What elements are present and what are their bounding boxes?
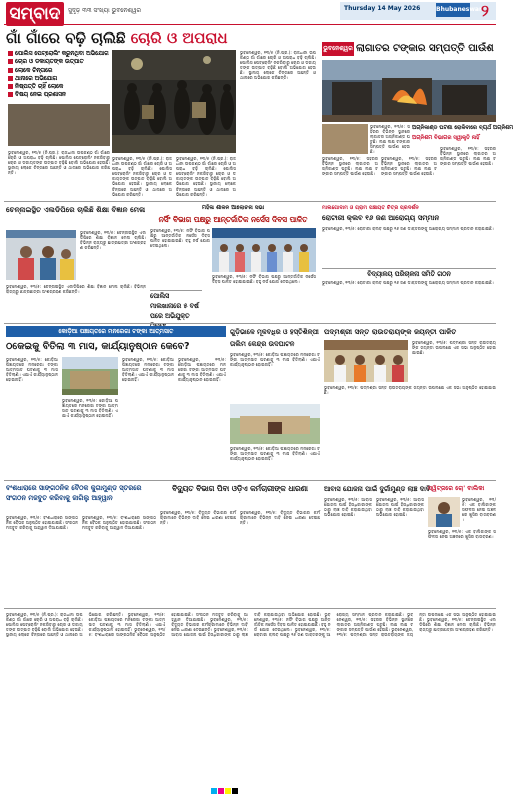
row2-mid-body: ଭୁବନେଶ୍ୱର, ୧୩/୫: ନର୍ସିଂ ବିଭାଗ ପକ୍ଷରୁ ଆନ୍ତର୍ଜାତିକ ନର୍ସେସ ଦିବସ ପାଳିତ ହୋଇଯାଇଛି। ବହୁ ନର୍ସ ଯୋଗ ଦେଇଥିଲେ। — [150, 228, 210, 249]
lead-body-col4: ଭୁବନେଶ୍ୱର, ୧୩/୫ (ନି.ପ୍ର.): ରାଜଧାନୀ ଉପକଣ୍ଠ ଗାଁ ଗାଁରେ ଚୋରି ଓ ଅପରାଧ ବଢ଼ି ଚାଲିଛି। ପୋଲିସ ପେଟ୍ରୋଲିଂ ନକରିବାରୁ ଚୋର ଓ ଡକାୟତଙ୍କ ଉତ୍ପାତ ବଢ଼ିଛି ବୋଲି ଅଭିଯୋଗ ହେଉଛି। ସ୍ଥାନୀୟ ଲୋକେ ଚିନ୍ତାରେ ଅଛନ୍ତି ଓ ଥାନାରେ ଅଭିଯୋଗ କରିଛନ୍ତି। — [240, 50, 316, 81]
row4-far-right-photo-image — [428, 497, 460, 527]
row2-right-sub: ବିଦ୍ୟାଳୟ ପରିଚାଳନା ସମିତି ଗଠନ — [322, 268, 496, 279]
issue-date: Thursday 14 May 2026 — [344, 5, 421, 12]
lead-bullet: ବିଷୟ ନେଇ ପ୍ରଶାସନ — [8, 91, 110, 99]
lead-photo-inset — [8, 104, 110, 146]
row4-mid-body-col2: ଭୁବନେଶ୍ୱର, ୧୩/୫: ବିଦ୍ୟୁତ ବିଭାଗର କର୍ମଚାରୀମାନେ ବିଭିନ୍ନ ଦାବି ନେଇ ଧାରଣା ଦେଇଛନ୍ତି। — [240, 510, 320, 526]
row2-left-body-2: ଭୁବନେଶ୍ୱର, ୧୩/୫: ଚେନ୍ନାଇସ୍ଥିତ ଏଲଡିପିରେ ଶିକ୍ଷା ବିଜ୍ଞାନ ମେଳା ଚାଲିଛି। ବିଭିନ୍ନ ରାଜ୍ୟରୁ ଛାତ୍ରଛାତ୍ରୀ ଅଂଶଗ୍ରହଣ କରିଛନ୍ତି। — [6, 284, 146, 295]
bullet-icon — [8, 76, 13, 81]
row4-far-right-body: ଭୁବନେଶ୍ୱର, ୧୩/୫: ଏକ ବାଲିକାଙ୍କ ସଫଳତା ନେଇ ଅଞ୍ଚଳରେ ଖୁସିର ବାତାବରଣ। — [428, 529, 496, 540]
lead-bullet: ନିଷ୍ପତ୍ତି ଚାହିଁ ଲୋକେ — [8, 83, 110, 91]
lead-body-col1: ଭୁବନେଶ୍ୱର, ୧୩/୫ (ନି.ପ୍ର.): ରାଜଧାନୀ ଉପକଣ୍ଠ ଗାଁ ଗାଁରେ ଚୋରି ଓ ଅପରାଧ ବଢ଼ି ଚାଲିଛି। ପୋଲିସ ପେଟ୍ରୋଲିଂ ନକରିବାରୁ ଚୋର ଓ ଡକାୟତଙ୍କ ଉତ୍ପାତ ବଢ଼ିଛି ବୋଲି ଅଭିଯୋଗ ହେଉଛି। ସ୍ଥାନୀୟ ଲୋକେ ଚିନ୍ତାରେ ଅଛନ୍ତି ଓ ଥାନାରେ ଅଭିଯୋଗ କରିଛନ୍ତି। — [8, 150, 110, 176]
section-rule-1 — [4, 201, 496, 202]
bullet-icon — [8, 59, 13, 64]
fire-photo-image — [322, 60, 496, 122]
row2-right-body: ଭୁବନେଶ୍ୱର, ୧୩/୫: ରୋଟାରୀ କ୍ଲବ ପକ୍ଷରୁ ୧୬ ଜଣ ଡାକ୍ତରଙ୍କୁ ଆରୋଗ୍ୟ ସମ୍ମାନ ପ୍ରଦାନ କରାଯାଇଛି। — [322, 226, 494, 231]
edition-city: Bhubaneswar — [436, 3, 470, 17]
lead-photo — [112, 50, 236, 153]
row3-right-photo-image — [324, 340, 408, 382]
row2-mid-photo-image — [212, 228, 316, 272]
row3-photo — [62, 357, 118, 395]
masthead-rule — [4, 24, 496, 25]
row3-body-col2: ଭୁବନେଶ୍ୱର, ୧୩/୫: କୋଡ଼ିଆ ପଞ୍ଚାୟତରେ ମନରେଗା ଟଙ୍କା ଆତ୍ମସାତ ଘଟଣାକୁ ୩ ମାସ ବିତିଲାଣି। ଏଯାଏଁ କାର୍ଯ୍ୟାନୁଷ୍ଠାନ ହୋଇନାହିଁ। — [62, 398, 118, 419]
yellow-mark — [225, 788, 231, 794]
row2-right-body-2: ଭୁବନେଶ୍ୱର, ୧୩/୫: ରୋଟାରୀ କ୍ଲବ ପକ୍ଷରୁ ୧୬ ଜଣ ଡାକ୍ତରଙ୍କୁ ଆରୋଗ୍ୟ ସମ୍ମାନ ପ୍ରଦାନ କରାଯାଇଛି। — [322, 280, 494, 285]
cyan-mark — [211, 788, 217, 794]
right-top-headline: ଲାଗାତର ଟଙ୍କାର ସମ୍ପତ୍ତି ପାଉଁଶ — [356, 43, 494, 54]
newspaper-logo: ସମ୍ବାଦ — [6, 2, 64, 26]
row2-mid-headline: ନର୍ସିଂ ବିଭାଗ ପକ୍ଷରୁ ଆନ୍ତର୍ଜାତିକ ନର୍ସେସ ଦିବସ ପାଳିତ — [158, 215, 308, 224]
row2-mid-photo — [212, 228, 316, 272]
row3-mid-photo-image — [230, 404, 320, 444]
row4-left-headline: ବଂଶଧାରାରେ ସାଙ୍ଗଠନିକ ବୈଠକ କୁଗାମୁଣ୍ଡ ସ୍ତରରେ ସଂଗଠନ ମଜବୁତ କରିବାକୁ ଜାଗିଲୁ ଆହ୍ୱାନ — [6, 484, 142, 502]
row2-mid-kicker: ମହିଳା ଶୀଳନ ଆଲୋଚନା ସଭା — [201, 205, 265, 211]
row3-kicker: କୋଡ଼ିଆ ପଞ୍ଚାୟତରେ ମନରେଗା ଟଙ୍କା ଆତ୍ମସାତ — [6, 326, 226, 337]
lead-inset-image — [8, 104, 110, 146]
fire-photo — [322, 60, 496, 122]
row3-photo-image — [62, 357, 118, 395]
row3-body-col1: ଭୁବନେଶ୍ୱର, ୧୩/୫: କୋଡ଼ିଆ ପଞ୍ଚାୟତରେ ମନରେଗା ଟଙ୍କା ଆତ୍ମସାତ ଘଟଣାକୁ ୩ ମାସ ବିତିଲାଣି। ଏଯାଏଁ କାର୍ଯ୍ୟାନୁଷ୍ଠାନ ହୋଇନାହିଁ। — [6, 357, 58, 383]
row3-mid-headline: ଗୁଡ଼ିଭାଳେ ମୂକବଧିର ଓ ହସ୍ତିଶିଳ୍ପୀ ତାଲିମ କେନ୍ଦ୍ର ଉଦଘାଟନ — [230, 328, 319, 348]
lead-bullet: ଥାନାରେ ଅଭିଯୋଗ — [8, 75, 110, 83]
row4-mid-headline: ବିଦ୍ୟୁତ ବିଭାଗ ପିବା ଓଡ଼ିଏ କର୍ମଚାରୀଙ୍କ ଧାରଣା — [172, 484, 308, 493]
row4-far-right-headline: ସ୍ୱିଟ୍‌ଜରେ ଚୋ' ବାଲିକା — [428, 485, 485, 492]
magenta-mark — [218, 788, 224, 794]
row4-mid-body-col1: ଭୁବନେଶ୍ୱର, ୧୩/୫: ବିଦ୍ୟୁତ ବିଭାଗର କର୍ମଚାରୀମାନେ ବିଭିନ୍ନ ଦାବି ନେଇ ଧାରଣା ଦେଇଛନ୍ତି। — [160, 510, 236, 526]
bullet-icon — [8, 92, 13, 97]
row2-mid-body-2: ଭୁବନେଶ୍ୱର, ୧୩/୫: ନର୍ସିଂ ବିଭାଗ ପକ୍ଷରୁ ଆନ୍ତର୍ଜାତିକ ନର୍ସେସ ଦିବସ ପାଳିତ ହୋଇଯାଇଛି। ବହୁ ନର୍ସ ଯୋଗ ଦେଇଥିଲେ। — [212, 274, 316, 285]
row2-small-headline: ପୋଲିସ ମାଲଖାନାରେ ୫ ବର୍ଷ ପରେ ଅଭିଯୁକ୍ତ — [150, 290, 202, 321]
lead-body-col2: ଭୁବନେଶ୍ୱର, ୧୩/୫ (ନି.ପ୍ର.): ରାଜଧାନୀ ଉପକଣ୍ଠ ଗାଁ ଗାଁରେ ଚୋରି ଓ ଅପରାଧ ବଢ଼ି ଚାଲିଛି। ପୋଲିସ ପେଟ୍ରୋଲିଂ ନକରିବାରୁ ଚୋର ଓ ଡକାୟତଙ୍କ ଉତ୍ପାତ ବଢ଼ିଛି ବୋଲି ଅଭିଯୋଗ ହେଉଛି। ସ୍ଥାନୀୟ ଲୋକେ ଚିନ୍ତାରେ ଅଛନ୍ତି ଓ ଥାନାରେ ଅଭିଯୋଗ କରିଛନ୍ତି। — [112, 156, 172, 197]
section-rule-4 — [4, 608, 496, 609]
row3-right-headline: ପଦ୍ମଶ୍ରୀ ସନ୍ତ ରାଉତରାୟଙ୍କ ଜୟନ୍ତୀ ପାଳିତ — [324, 327, 457, 336]
lead-bullet: ଚୋର ଓ ଡକାୟତଙ୍କ ଉତ୍ପାତ — [8, 58, 110, 66]
bullet-icon — [8, 68, 13, 73]
row3-body-col4: ଭୁବନେଶ୍ୱର, ୧୩/୫: କୋଡ଼ିଆ ପଞ୍ଚାୟତରେ ମନରେଗା ଟଙ୍କା ଆତ୍ମସାତ ଘଟଣାକୁ ୩ ମାସ ବିତିଲାଣି। ଏଯାଏଁ କାର୍ଯ୍ୟାନୁଷ୍ଠାନ ହୋଇନାହିଁ। — [178, 357, 226, 383]
row3-right-photo — [324, 340, 408, 382]
bullet-icon — [8, 84, 13, 89]
row2-left-headline: ଚେନ୍ନାଇସ୍ଥିତ ଏଲଡିପିରେ ଚାଲିଛି ଶିକ୍ଷା ବିଜ୍ଞାନ ମେଳା — [6, 205, 146, 214]
thumb-image — [322, 124, 368, 154]
lead-bullet: ଲୋକେ ଚିନ୍ତାରେ — [8, 67, 110, 75]
right-top-body-col2: ଭୁବନେଶ୍ୱର, ୧୩/୫: ସହରର ବିଭିନ୍ନ ସ୍ଥାନରେ ଲାଗାତର ଅଗ୍ନିକାଣ୍ଡ ଘଟୁଛି। ଲକ୍ଷ ଲକ୍ଷ ଟଙ୍କାର ସମ୍ପତ୍ତି ପାଉଁଶ ହେଉଛି। — [381, 156, 437, 177]
row4-right-headline: ଆବାସ ଯୋଜନା ପାଇଁ ଦୁର୍ଗାମୁଣ୍ଡ ଲାଞ୍ଚ ଦାବି — [324, 485, 431, 493]
row4-right-body-col2: ଭୁବନେଶ୍ୱର, ୧୩/୫: ଆବାସ ଯୋଜନା ପାଇଁ ହିତାଧିକାରୀଙ୍କ ଠାରୁ ଲାଞ୍ଚ ଦାବି କରାଯାଉଥିବା ଅଭିଯୋଗ ହୋଇଛି। — [376, 497, 424, 518]
row3-mid-body-2: ଭୁବନେଶ୍ୱର, ୧୩/୫: କୋଡ଼ିଆ ପଞ୍ଚାୟତରେ ମନରେଗା ଟଙ୍କା ଆତ୍ମସାତ ଘଟଣାକୁ ୩ ମାସ ବିତିଲାଣି। ଏଯାଏଁ କାର୍ଯ୍ୟାନୁଷ୍ଠାନ ହୋଇନାହିଁ। — [230, 446, 320, 462]
right-top-body-col3: ଭୁବନେଶ୍ୱର, ୧୩/୫: ସହରର ବିଭିନ୍ନ ସ୍ଥାନରେ ଲାଗାତର ଅଗ୍ନିକାଣ୍ଡ ଘଟୁଛି। ଲକ୍ଷ ଲକ୍ଷ ଟଙ୍କାର ସମ୍ପତ୍ତି ପାଉଁଶ ହେଉଛି। — [440, 146, 496, 167]
row4-left-body-col1: ଭୁବନେଶ୍ୱର, ୧୩/୫: ବଂଶଧାରାରେ ସାଙ୍ଗଠନିକ ବୈଠକ ଅନୁଷ୍ଠିତ ହୋଇଯାଇଛି। ସଂଗଠନ ମଜବୁତ କରିବାକୁ ଆହ୍ୱାନ ଦିଆଯାଇଛି। — [6, 515, 78, 531]
right-top-tag: ଭୁବନେଶ୍ୱର — [322, 42, 354, 56]
row3-headline: ଠକେଇକୁ ବିତିଲା ୩ ମାସ, କାର୍ଯ୍ୟାନୁଷ୍ଠାନ କେବେ? — [6, 341, 190, 352]
row4-left-body-col2: ଭୁବନେଶ୍ୱର, ୧୩/୫: ବଂଶଧାରାରେ ସାଙ୍ଗଠନିକ ବୈଠକ ଅନୁଷ୍ଠିତ ହୋଇଯାଇଛି। ସଂଗଠନ ମଜବୁତ କରିବାକୁ ଆହ୍ୱାନ ଦିଆଯାଇଛି। — [82, 515, 156, 531]
row3-right-body-col1: ଭୁବନେଶ୍ୱର, ୧୩/୫: ପଦ୍ମଶ୍ରୀ ସନ୍ତ ରାଉତରାୟଙ୍କ ଜୟନ୍ତୀ ଉପଲକ୍ଷେ ଏକ ସଭା ଅନୁଷ୍ଠିତ ହୋଇଯାଇଛି। — [412, 340, 496, 356]
row3-body-col3: ଭୁବନେଶ୍ୱର, ୧୩/୫: କୋଡ଼ିଆ ପଞ୍ଚାୟତରେ ମନରେଗା ଟଙ୍କା ଆତ୍ମସାତ ଘଟଣାକୁ ୩ ମାସ ବିତିଲାଣି। ଏଯାଏଁ କାର୍ଯ୍ୟାନୁଷ୍ଠାନ ହୋଇନାହିଁ। — [122, 357, 174, 383]
row2-right-kicker: ମାଲଗୋଦାମ ଓ ଗ୍ରାମ ପଞ୍ଚାୟତ ଚିତ୍ର ପ୍ରଦର୍ଶନ — [322, 205, 419, 211]
lead-headline — [6, 27, 326, 49]
lead-body-col3: ଭୁବନେଶ୍ୱର, ୧୩/୫ (ନି.ପ୍ର.): ରାଜଧାନୀ ଉପକଣ୍ଠ ଗାଁ ଗାଁରେ ଚୋରି ଓ ଅପରାଧ ବଢ଼ି ଚାଲିଛି। ପୋଲିସ ପେଟ୍ରୋଲିଂ ନକରିବାରୁ ଚୋର ଓ ଡକାୟତଙ୍କ ଉତ୍ପାତ ବଢ଼ିଛି ବୋଲି ଅଭିଯୋଗ ହେଉଛି। ସ୍ଥାନୀୟ ଲୋକେ ଚିନ୍ତାରେ ଅଛନ୍ତି ଓ ଥାନାରେ ଅଭିଯୋଗ କରିଛନ୍ତି। — [176, 156, 236, 197]
row4-far-right-photo — [428, 497, 460, 527]
right-top-sub2: ଅଗ୍ନିଶମ ବିଭାଗର ସ୍ୱୀକୃତି ନାହିଁ — [412, 135, 480, 141]
page-number: ୨ — [481, 1, 489, 20]
bottom-continuation-text: ଭୁବନେଶ୍ୱର, ୧୩/୫ (ନି.ପ୍ର.): ରାଜଧାନୀ ଉପକଣ୍ଠ ଗାଁ ଗାଁରେ ଚୋରି ଓ ଅପରାଧ ବଢ଼ି ଚାଲିଛି। ପୋଲିସ ପେଟ୍ରୋଲିଂ ନକରିବାରୁ ଚୋର ଓ ଡକାୟତଙ୍କ ଉତ୍ପାତ ବଢ଼ିଛି ବୋଲି ଅଭିଯୋଗ ହେଉଛି। ସ୍ଥାନୀୟ ଲୋକେ ଚିନ୍ତାରେ ଅଛନ୍ତି ଓ ଥାନାରେ ଅଭିଯୋଗ କରିଛନ୍ତି। ଭୁବନେଶ୍ୱର, ୧୩/୫: କୋଡ଼ିଆ ପଞ୍ଚାୟତରେ ମନରେଗା ଟଙ୍କା ଆତ୍ମସାତ ଘଟଣାକୁ ୩ ମାସ ବିତିଲାଣି। ଏଯାଏଁ କାର୍ଯ୍ୟାନୁଷ୍ଠାନ ହୋଇନାହିଁ। ଭୁବନେଶ୍ୱର, ୧୩/୫: ବଂଶଧାରାରେ ସାଙ୍ଗଠନିକ ବୈଠକ ଅନୁଷ୍ଠିତ ହୋଇଯାଇଛି। ସଂଗଠନ ମଜବୁତ କରିବାକୁ ଆହ୍ୱାନ ଦିଆଯାଇଛି। ଭୁବନେଶ୍ୱର, ୧୩/୫: ବିଦ୍ୟୁତ ବିଭାଗର କର୍ମଚାରୀମାନେ ବିଭିନ୍ନ ଦାବି ନେଇ ଧାରଣା ଦେଇଛନ୍ତି। ଭୁବନେଶ୍ୱର, ୧୩/୫: ଆବାସ ଯୋଜନା ପାଇଁ ହିତାଧିକାରୀଙ୍କ ଠାରୁ ଲାଞ୍ଚ ଦାବି କରାଯାଉଥିବା ଅଭିଯୋଗ ହୋଇଛି। ଭୁବନେଶ୍ୱର, ୧୩/୫: ନର୍ସିଂ ବିଭାଗ ପକ୍ଷରୁ ଆନ୍ତର୍ଜାତିକ ନର୍ସେସ ଦିବସ ପାଳିତ ହୋଇଯାଇଛି। ବହୁ ନର୍ସ ଯୋଗ ଦେଇଥିଲେ। ଭୁବନେଶ୍ୱର, ୧୩/୫: ରୋଟାରୀ କ୍ଲବ ପକ୍ଷରୁ ୧୬ ଜଣ ଡାକ୍ତରଙ୍କୁ ଆରୋଗ୍ୟ ସମ୍ମାନ ପ୍ରଦାନ କରାଯାଇଛି। ଭୁବନେଶ୍ୱର, ୧୩/୫: ସହରର ବିଭିନ୍ନ ସ୍ଥାନରେ ଲାଗାତର ଅଗ୍ନିକାଣ୍ଡ ଘଟୁଛି। ଲକ୍ଷ ଲକ୍ଷ ଟଙ୍କାର ସମ୍ପତ୍ତି ପାଉଁଶ ହେଉଛି। ଭୁବନେଶ୍ୱର, ୧୩/୫: ପଦ୍ମଶ୍ରୀ ସନ୍ତ ରାଉତରାୟଙ୍କ ଜୟନ୍ତୀ ଉପଲକ୍ଷେ ଏକ ସଭା ଅନୁଷ୍ଠିତ ହୋଇଯାଇଛି। ଭୁବନେଶ୍ୱର, ୧୩/୫: ଚେନ୍ନାଇସ୍ଥିତ ଏଲଡିପିରେ ଶିକ୍ଷା ବିଜ୍ଞାନ ମେଳା ଚାଲିଛି। ବିଭିନ୍ନ ରାଜ୍ୟରୁ ଛାତ୍ରଛାତ୍ରୀ ଅଂଶଗ୍ରହଣ କରିଛନ୍ତି। — [6, 612, 496, 638]
lead-bullets — [8, 50, 110, 100]
lead-photo-image — [112, 50, 236, 153]
row4-far-right-caption: ଭୁବନେଶ୍ୱର, ୧୩/୫: ଏକ ବାଲିକାଙ୍କ ସଫଳତା ନେଇ ଅଞ୍ଚଳରେ ଖୁସିର ବାତାବରଣ। — [462, 497, 496, 523]
right-top-sub1: ଅଗ୍ନିକାଣ୍ଡ ଘଟଣା ରୋକିବାରେ ବ୍ୟର୍ଥ ଅଗ୍ନିଶମ — [412, 125, 513, 131]
color-registration-marks — [210, 779, 238, 785]
bullet-icon — [8, 51, 13, 56]
row2-left-photo-image — [6, 230, 76, 280]
black-mark — [232, 788, 238, 794]
lead-bullet: ପୋଲିସ ପେଟ୍ରୋଲିଂ କରୁନଥିବା ଅଭିଯୋଗ — [8, 50, 110, 58]
row2-right-headline: ରୋଟାରୀ କ୍ଲବ ୧୬ ଜଣ ଆରୋଗ୍ୟ ସମ୍ମାନ — [322, 214, 440, 222]
lead-headline-part2: ଚୋରି ଓ ଅପରାଧ — [130, 29, 228, 47]
row4-right-body-col1: ଭୁବନେଶ୍ୱର, ୧୩/୫: ଆବାସ ଯୋଜନା ପାଇଁ ହିତାଧିକାରୀଙ୍କ ଠାରୁ ଲାଞ୍ଚ ଦାବି କରାଯାଉଥିବା ଅଭିଯୋଗ ହୋଇଛି। — [324, 497, 372, 518]
row2-left-body: ଭୁବନେଶ୍ୱର, ୧୩/୫: ଚେନ୍ନାଇସ୍ଥିତ ଏଲଡିପିରେ ଶିକ୍ଷା ବିଜ୍ଞାନ ମେଳା ଚାଲିଛି। ବିଭିନ୍ନ ରାଜ୍ୟରୁ ଛାତ୍ରଛାତ୍ରୀ ଅଂଶଗ୍ରହଣ କରିଛନ୍ତି। — [80, 230, 146, 251]
lead-headline-part1: ଗାଁ ଗାଁରେ ବଢ଼ି ଚାଲିଛି — [6, 29, 126, 47]
right-top-body-col1: ଭୁବନେଶ୍ୱର, ୧୩/୫: ସହରର ବିଭିନ୍ନ ସ୍ଥାନରେ ଲାଗାତର ଅଗ୍ନିକାଣ୍ଡ ଘଟୁଛି। ଲକ୍ଷ ଲକ୍ଷ ଟଙ୍କାର ସମ୍ପତ୍ତି ପାଉଁଶ ହେଉଛି। — [322, 156, 378, 177]
section-rule-3 — [4, 480, 496, 481]
row2-left-photo — [6, 230, 76, 280]
right-top-caption: ଭୁବନେଶ୍ୱର, ୧୩/୫: ସହରର ବିଭିନ୍ନ ସ୍ଥାନରେ ଲାଗାତର ଅଗ୍ନିକାଣ୍ଡ ଘଟୁଛି। ଲକ୍ଷ ଲକ୍ଷ ଟଙ୍କାର ସମ୍ପତ୍ତି ପାଉଁଶ ହେଉଛି। — [370, 124, 410, 155]
row3-right-body-col2: ଭୁବନେଶ୍ୱର, ୧୩/୫: ପଦ୍ମଶ୍ରୀ ସନ୍ତ ରାଉତରାୟଙ୍କ ଜୟନ୍ତୀ ଉପଲକ୍ଷେ ଏକ ସଭା ଅନୁଷ୍ଠିତ ହୋଇଯାଇଛି। — [324, 385, 496, 396]
row3-mid-photo — [230, 404, 320, 444]
edition-info: ସୁଦୃଢ଼ ୩୩ ସଂଖ୍ୟା ଭୁବନେଶ୍ୱର — [68, 7, 142, 14]
section-rule-2 — [4, 323, 496, 324]
right-top-thumb — [322, 124, 368, 154]
row3-mid-body: ଭୁବନେଶ୍ୱର, ୧୩/୫: କୋଡ଼ିଆ ପଞ୍ଚାୟତରେ ମନରେଗା ଟଙ୍କା ଆତ୍ମସାତ ଘଟଣାକୁ ୩ ମାସ ବିତିଲାଣି। ଏଯାଏଁ କାର୍ଯ୍ୟାନୁଷ୍ଠାନ ହୋଇନାହିଁ। — [230, 352, 320, 368]
